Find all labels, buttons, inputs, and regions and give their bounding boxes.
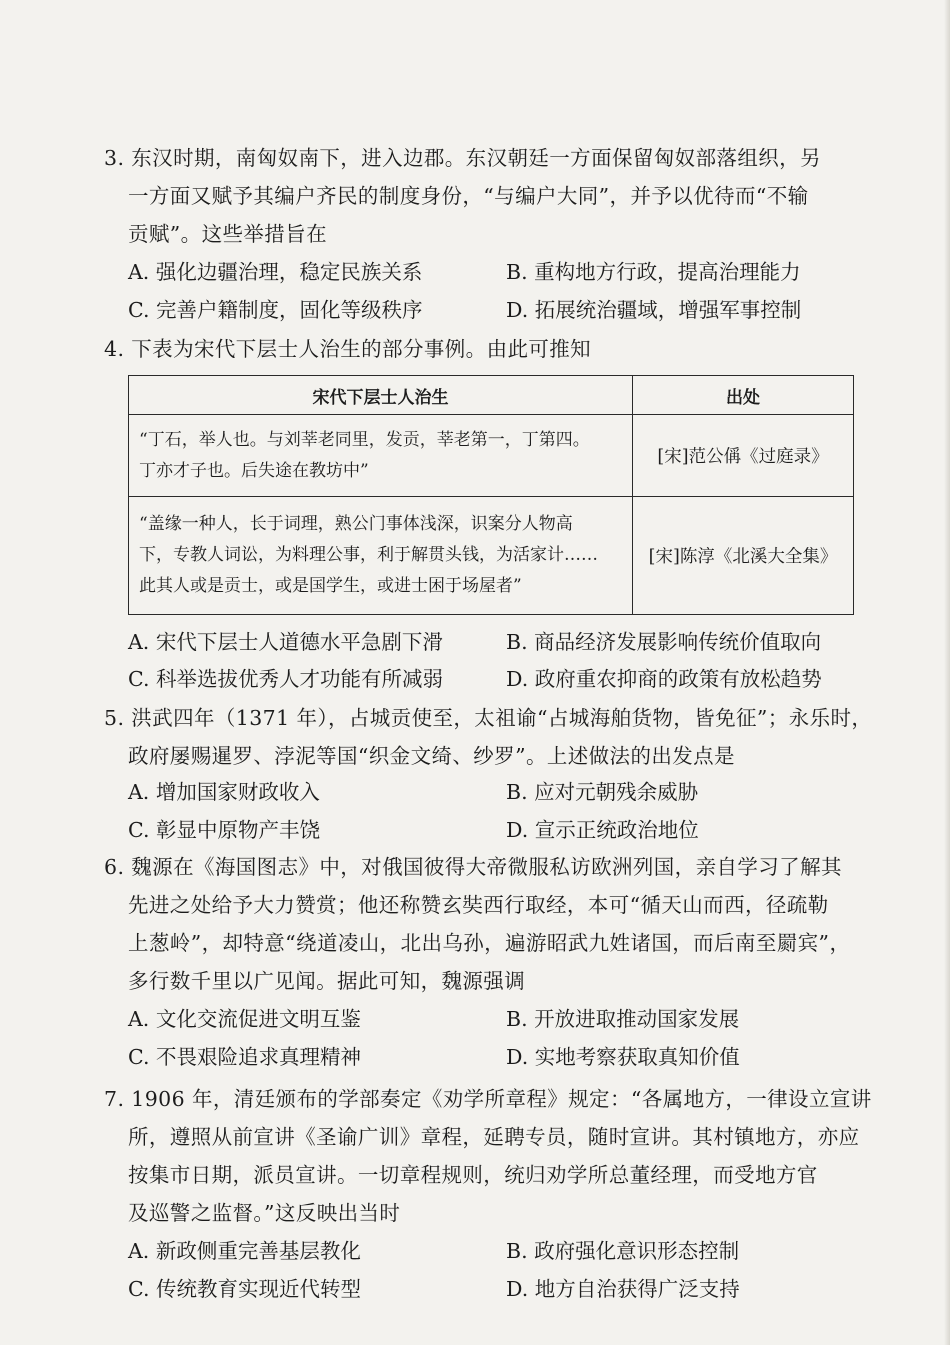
question-3-line-2: 一方面又赋予其编户齐民的制度身份，“与编户大同”，并予以优待而“不输	[128, 184, 809, 208]
question-3-line-3: 贡赋”。这些举措旨在	[128, 222, 327, 246]
question-6-line-4: 多行数千里以广见闻。据此可知，魏源强调	[128, 969, 526, 993]
table-row	[129, 497, 854, 615]
table-header-source: 出处	[633, 376, 854, 415]
table-cell-text-line: “丁石，举人也。与刘莘老同里，发贡，莘老第一，丁第四。	[139, 429, 590, 450]
table-header-content: 宋代下层士人治生	[129, 376, 633, 415]
question-3-option-b[interactable]: B. 重构地方行政，提高治理能力	[506, 260, 801, 284]
question-6-line-2: 先进之处给予大力赞赏；他还称赞玄奘西行取经，本可“循天山而西，径疏勒	[128, 893, 829, 917]
question-6-option-a[interactable]: A. 文化交流促进文明互鉴	[128, 1007, 361, 1031]
question-4-option-a[interactable]: A. 宋代下层士人道德水平急剧下滑	[128, 630, 443, 654]
table-row	[129, 415, 854, 497]
question-7-option-b[interactable]: B. 政府强化意识形态控制	[506, 1239, 740, 1263]
question-6-line-3: 上葱岭”，却特意“绕道凌山，北出乌孙，遍游昭武九姓诸国，而后南至罽宾”，	[128, 931, 851, 955]
question-7-line-3: 按集市日期，派员宣讲。一切章程规则，统归劝学所总董经理，而受地方官	[128, 1163, 818, 1187]
page-edge-shadow	[944, 0, 950, 1345]
question-7-option-a[interactable]: A. 新政侧重完善基层教化	[128, 1239, 361, 1263]
table-cell-text-line: 丁亦才子也。后失途在教坊中”	[139, 460, 369, 481]
question-6-line-1: 6. 魏源在《海国图志》中，对俄国彼得大帝微服私访欧洲列国，亲自学习了解其	[104, 855, 842, 879]
question-4-line-1: 4. 下表为宋代下层士人治生的部分事例。由此可推知	[104, 337, 592, 361]
question-3-option-a[interactable]: A. 强化边疆治理，稳定民族关系	[128, 260, 423, 284]
question-5-option-a[interactable]: A. 增加国家财政收入	[128, 780, 320, 804]
question-5-line-1: 5. 洪武四年（1371 年），占城贡使至，太祖谕“占城海舶货物，皆免征”；永乐时，	[104, 706, 873, 730]
question-6-option-d[interactable]: D. 实地考察获取真知价值	[506, 1045, 740, 1069]
question-7-line-1: 7. 1906 年，清廷颁布的学部奏定《劝学所章程》规定：“各属地方，一律设立宣讲	[104, 1087, 872, 1111]
table-cell-source: [宋]范公偁《过庭录》	[633, 415, 854, 497]
question-5-option-b[interactable]: B. 应对元朝残余威胁	[506, 780, 699, 804]
table-cell-example	[129, 497, 633, 615]
table-cell-text-line: 此其人或是贡士，或是国学生，或进士困于场屋者”	[139, 576, 522, 596]
question-4-option-b[interactable]: B. 商品经济发展影响传统价值取向	[506, 630, 822, 654]
question-4-option-c[interactable]: C. 科举选拔优秀人才功能有所减弱	[128, 667, 443, 691]
table-header-row	[129, 376, 854, 415]
table-cell-example	[129, 415, 633, 497]
question-6-option-b[interactable]: B. 开放进取推动国家发展	[506, 1007, 740, 1031]
table-cell-text-line: “盖缘一种人，长于词理，熟公门事体浅深，识案分人物高	[139, 514, 573, 534]
question-7-option-d[interactable]: D. 地方自治获得广泛支持	[506, 1277, 740, 1301]
question-5-line-2: 政府屡赐暹罗、浡泥等国“织金文绮、纱罗”。上述做法的出发点是	[128, 744, 735, 768]
question-4-option-d[interactable]: D. 政府重农抑商的政策有放松趋势	[506, 667, 822, 691]
table-cell-source: [宋]陈淳《北溪大全集》	[633, 497, 854, 615]
question-6-option-c[interactable]: C. 不畏艰险追求真理精神	[128, 1045, 361, 1069]
question-5-option-c[interactable]: C. 彰显中原物产丰饶	[128, 818, 320, 842]
question-3-option-c[interactable]: C. 完善户籍制度，固化等级秩序	[128, 298, 423, 322]
question-7-line-2: 所，遵照从前宣讲《圣谕广训》章程，延聘专员，随时宣讲。其村镇地方，亦应	[128, 1125, 860, 1149]
question-3-option-d[interactable]: D. 拓展统治疆域，增强军事控制	[506, 298, 802, 322]
question-5-option-d[interactable]: D. 宣示正统政治地位	[506, 818, 699, 842]
question-7-line-4: 及巡警之监督。”这反映出当时	[128, 1201, 401, 1225]
question-4-table	[128, 375, 854, 615]
question-7-option-c[interactable]: C. 传统教育实现近代转型	[128, 1277, 361, 1301]
question-3-line-1: 3. 东汉时期，南匈奴南下，进入边郡。东汉朝廷一方面保留匈奴部落组织，另	[104, 146, 821, 170]
table-cell-text-line: 下，专教人词讼，为料理公事，利于解贯头钱，为活家计……	[139, 545, 598, 565]
